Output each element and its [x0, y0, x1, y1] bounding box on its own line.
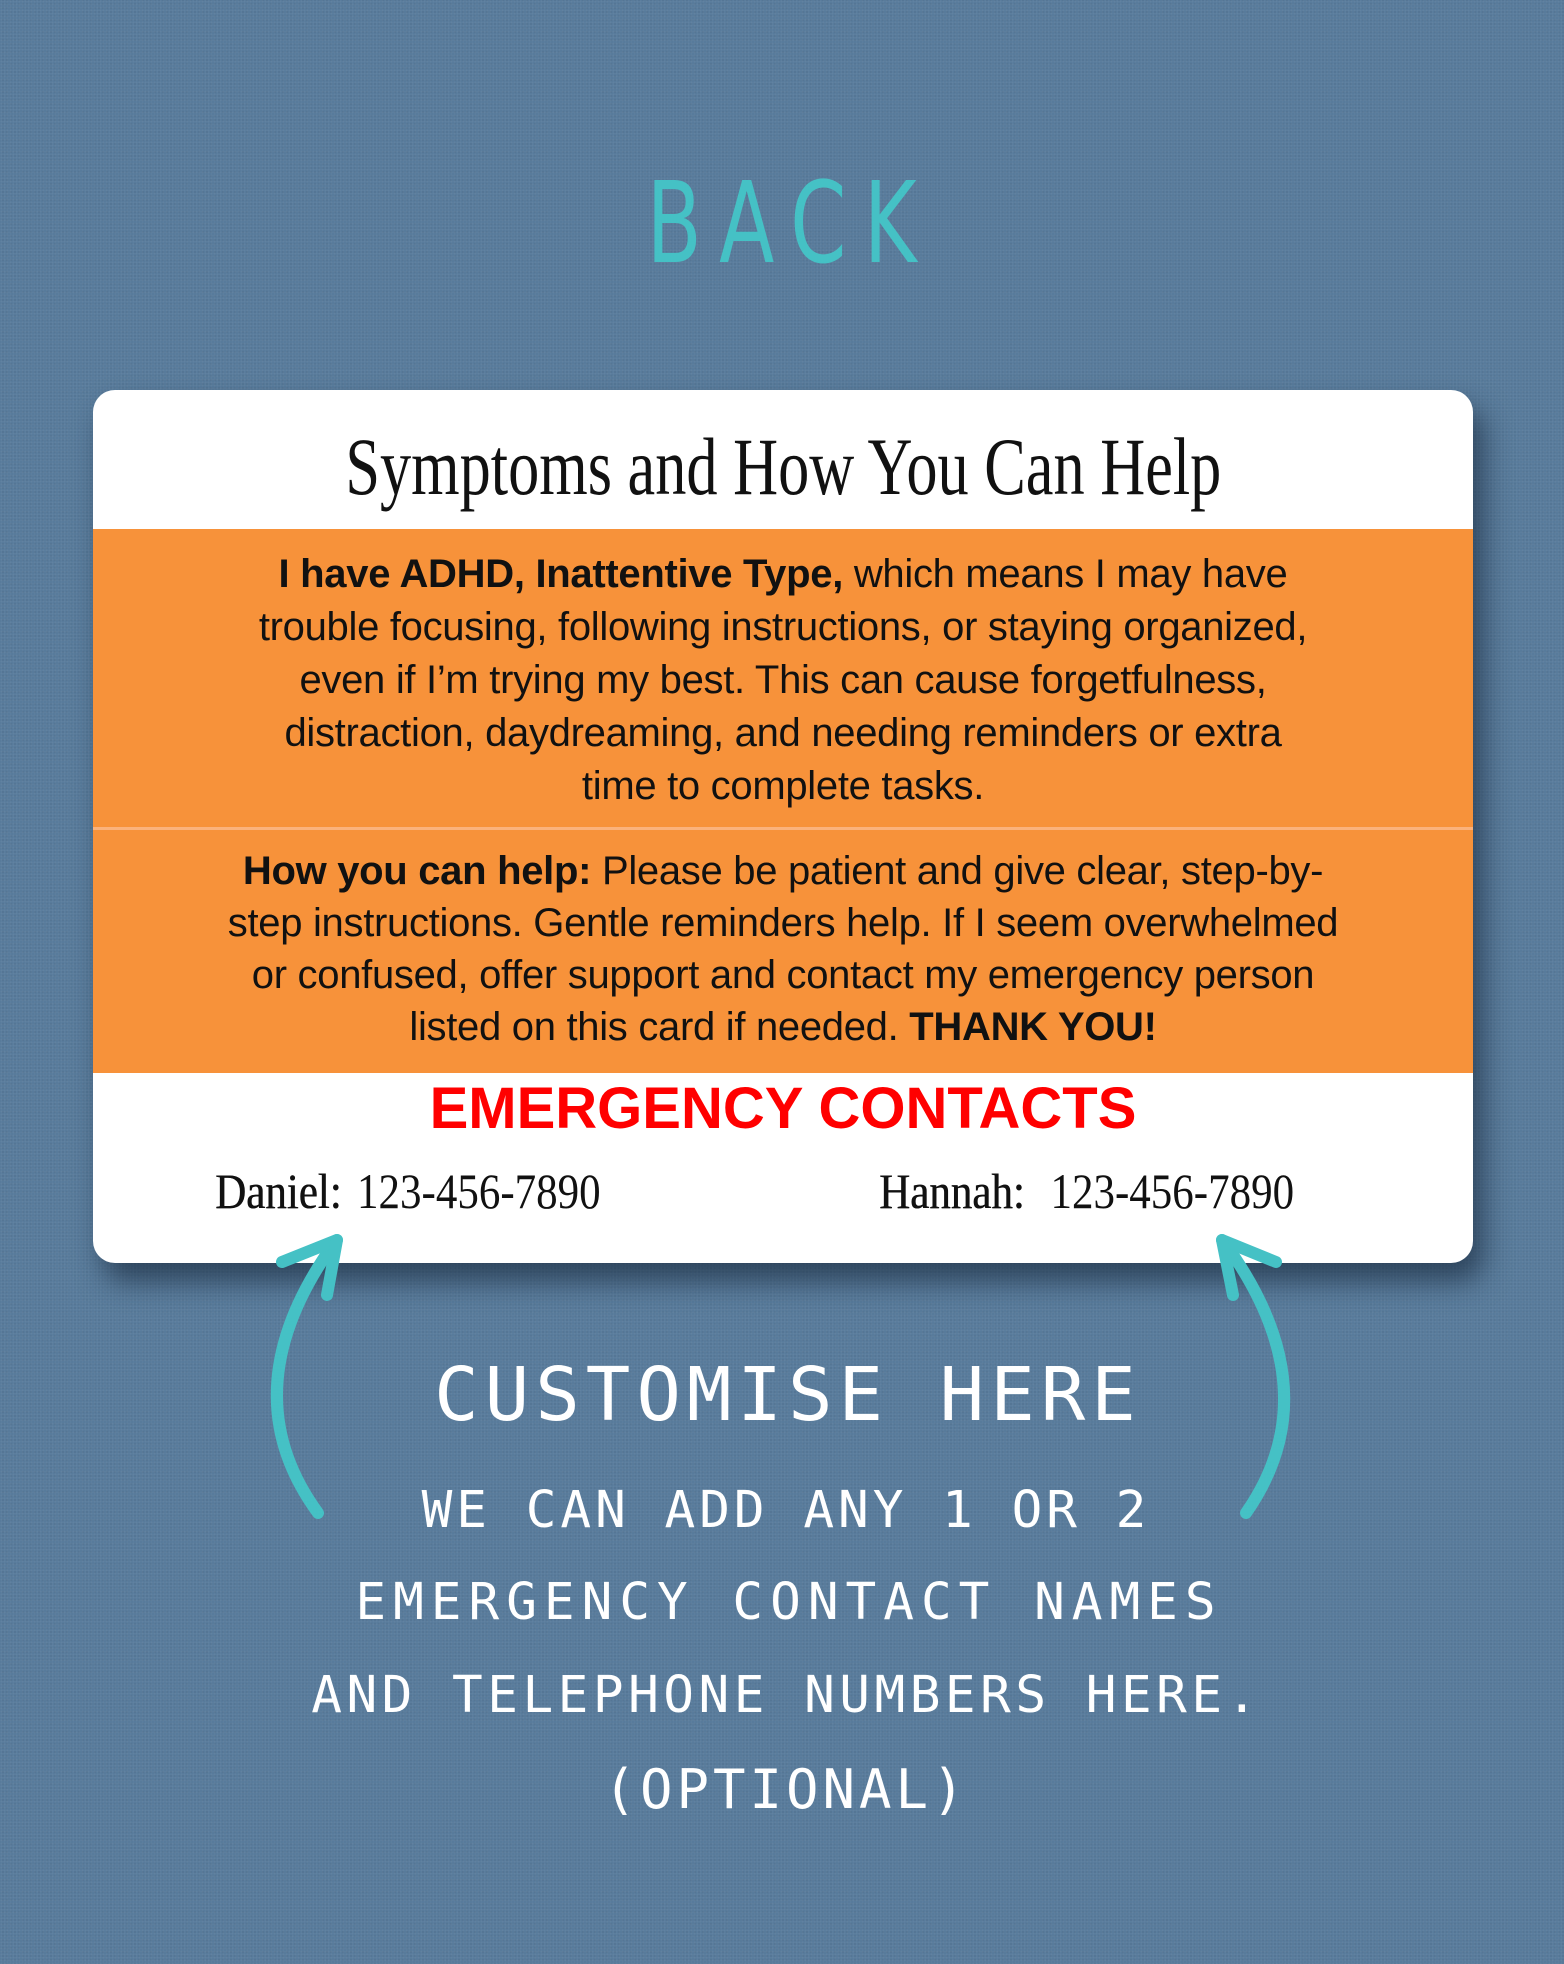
page-title: BACK: [646, 159, 935, 289]
symptoms-line: trouble focusing, following instructions, or staying organized,: [258, 605, 1308, 649]
symptoms-line: distraction, daydreaming, and needing reminders or extra: [284, 711, 1282, 755]
contact-name: Hannah:: [879, 1163, 1025, 1219]
help-line: listed on this card if needed. THANK YOU!: [409, 1005, 1157, 1049]
callout-line: EMERGENCY CONTACT NAMES: [355, 1573, 1223, 1632]
help-line: or confused, offer support and contact my emergency person: [251, 953, 1315, 997]
symptoms-line: I have ADHD, Inattentive Type, which means I may have: [278, 552, 1288, 596]
contact-name: Daniel:: [215, 1163, 342, 1219]
customise-heading: CUSTOMISE HERE: [434, 1352, 1142, 1438]
callout-line: WE CAN ADD ANY 1 OR 2: [421, 1481, 1151, 1540]
symptoms-line: time to complete tasks.: [581, 764, 985, 808]
callout-line: AND TELEPHONE NUMBERS HERE.: [311, 1666, 1262, 1725]
help-line: How you can help: Please be patient and give clear, step-by-: [242, 849, 1324, 893]
contact-phone: 123-456-7890: [357, 1163, 601, 1219]
card-title: Symptoms and How You Can Help: [344, 421, 1222, 512]
contact-phone: 123-456-7890: [1050, 1163, 1295, 1219]
help-line: step instructions. Gentle reminders help. If I seem overwhelmed: [227, 901, 1339, 945]
emergency-contacts-heading: EMERGENCY CONTACTS: [429, 1076, 1137, 1141]
callout-line: (OPTIONAL): [603, 1758, 969, 1821]
symptoms-line: even if I’m trying my best. This can cause forgetfulness,: [299, 658, 1267, 702]
